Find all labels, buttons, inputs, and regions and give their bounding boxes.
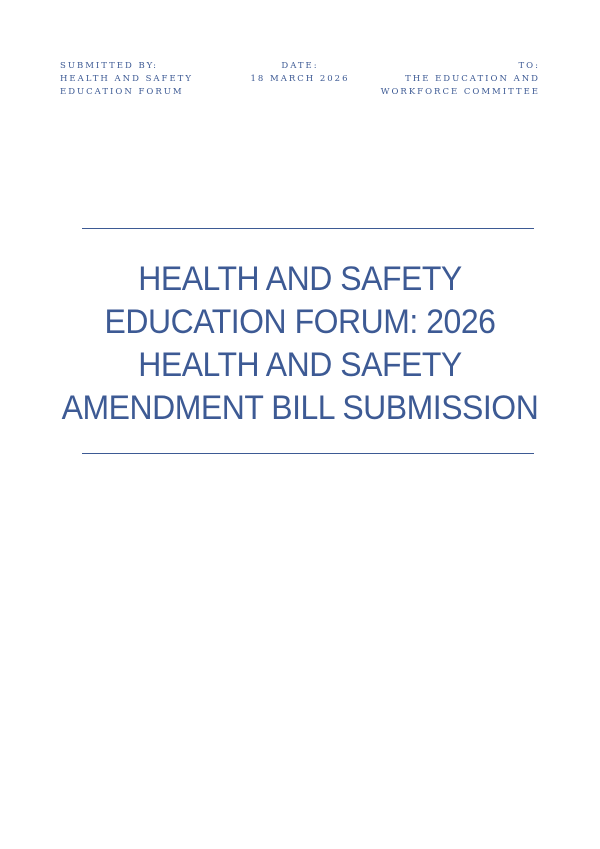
bottom-divider: [82, 453, 534, 454]
submitted-by-block: [60, 60, 193, 99]
date-block: [250, 60, 349, 86]
recipient-block: [381, 60, 540, 99]
date-label: DATE:: [281, 61, 319, 71]
submitted-by-line-1: HEALTH AND SAFETY: [60, 74, 193, 84]
title-line-4: AMENDMENT BILL SUBMISSION: [61, 389, 539, 427]
top-divider: [82, 228, 534, 229]
document-title: [46, 258, 554, 430]
title-line-1: HEALTH AND SAFETY: [138, 260, 462, 298]
date-value: 18 MARCH 2026: [250, 74, 350, 84]
document-header: [60, 60, 540, 105]
title-line-2: EDUCATION FORUM: 2026: [104, 303, 496, 341]
recipient-line-1: THE EDUCATION AND: [405, 74, 540, 84]
submitted-by-line-2: EDUCATION FORUM: [60, 87, 184, 97]
recipient-label: TO:: [518, 61, 540, 71]
submitted-by-label: SUBMITTED BY:: [60, 61, 159, 71]
title-line-3: HEALTH AND SAFETY: [138, 346, 462, 384]
recipient-line-2: WORKFORCE COMMITTEE: [380, 87, 540, 97]
